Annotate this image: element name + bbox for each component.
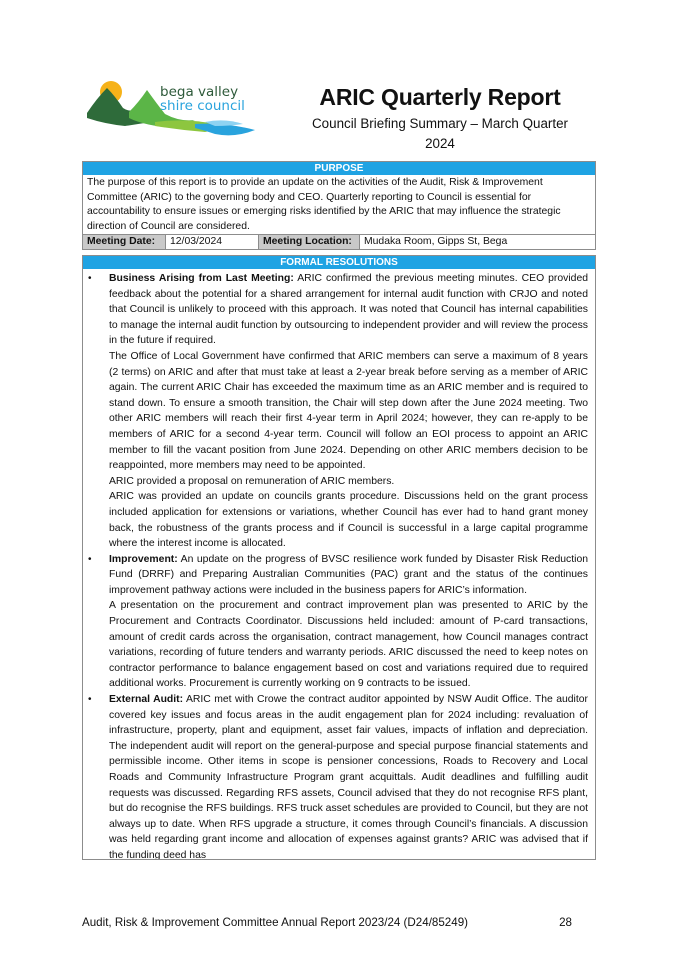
subtitle-line-2: 2024 [425, 136, 455, 151]
purpose-table [82, 161, 596, 250]
item-lead-text: An update on the progress of BVSC resilience work funded by Disaster Risk Reduction Fund (DRRF) and Preparing Australian Communities (PAC) grant and the status of the continues improvement pathway actions were included in the business papers for ARIC’s information. [109, 553, 588, 596]
item-lead-text: ARIC met with Crowe the contract auditor appointed by NSW Audit Office. The auditor covered key issues and focus areas in the audit engagement plan for 2024 including: revaluation of infrastructure, property, plant and equipment, asset fair values, impacts of inflation and depreciation. The independent audit will report on the general-purpose and special purpose financial statements and permissible income. Other items in scope is pensioner concessions, Roads to Recovery and Local Roads and Community Infrastructure Program grant acquittals. Audit deadlines and fulfilling audit requests was discussed. Regarding RFS assets, Council advised that they do not recognise RFS plant, but do recognise the RFS buildings. RFS truck asset schedules are provided to Council, but they are not always up to date. When RFS upgrade a structure, it comes through Council’s financials. A discussion was held regarding grant income and allocation of expenses against grants? ARIC was advised that if the funding deed has [109, 694, 588, 860]
list-item [88, 692, 588, 860]
logo-line-2: shire council [160, 98, 245, 114]
page-footer [82, 916, 572, 929]
page-subtitle [290, 114, 590, 154]
item-lead-text: ARIC confirmed the previous meeting minutes. CEO provided feedback about the potential for a shared arrangement for internal audit function with CRJO and noted that Council is unlikely to proceed with this approach. It was noted that Council has internal capabilities to manage the internal audit function by outsourcing to independent provider and will review the process in the future if required. [109, 273, 589, 347]
meeting-date-label: Meeting Date: [83, 235, 166, 249]
page-number: 28 [559, 916, 572, 929]
list-item [88, 271, 589, 552]
footer-text: Audit, Risk & Improvement Committee Annual Report 2023/24 (D24/85249) [82, 916, 469, 929]
item-title: Improvement: [109, 553, 178, 565]
item-title: Business Arising from Last Meeting: [109, 273, 294, 284]
logo-text [160, 85, 245, 113]
logo-line-1: bega valley [160, 84, 239, 100]
item-paragraph: The Office of Local Government have confirmed that ARIC members can serve a maximum of 8 years (2 terms) on ARIC and after that must take at least a 2-year break before serving as a member of ARIC again. The current ARIC Chair has exceeded the maximum time as an ARIC member and is required to stand down. To ensure a smooth transition, the Chair will step down after the June 2024 meeting. Two other ARIC members will reach their first 4-year term in April 2024; however, they can re-apply to be members of ARIC for a second 4-year term. Council will follow an EOI process to appoint an ARIC member to fill the vacant position from June 2024. Depending on other ARIC members decision to be reappointed, more members may need to be appointed. [109, 350, 588, 472]
item-title: External Audit: [109, 694, 184, 706]
title-block [290, 84, 590, 154]
meeting-location-value: Mudaka Room, Gipps St, Bega [364, 236, 508, 247]
meeting-date-value: 12/03/2024 [166, 235, 259, 249]
item-lead [109, 692, 588, 860]
bullet-icon: • [88, 694, 92, 706]
resolutions-heading: FORMAL RESOLUTIONS [83, 256, 595, 269]
item-lead [109, 552, 588, 599]
purpose-heading: PURPOSE [83, 162, 595, 175]
item-paragraph: ARIC provided a proposal on remuneration of ARIC members. [109, 475, 395, 487]
item-paragraph: A presentation on the procurement and contract improvement plan was presented to ARIC by the Procurement and Contracts Coordinator. Discussions held included: amount of P-card transactions, amount of credit cards across the organisation, contract management, how Council manages contract variations, recording of future tenders and warranty periods. ARIC discussed the need to keep notes on contractor performance to balance engagement based on cost and variations required due to required additional works. Procurement is currently working on 9 contracts to be issued. [109, 600, 588, 690]
formal-resolutions-table [82, 255, 596, 860]
resolutions-list [83, 269, 595, 860]
list-item [88, 552, 588, 692]
subtitle-line-1: Council Briefing Summary – March Quarter [312, 116, 568, 131]
item-lead [109, 271, 588, 349]
item-paragraph: ARIC was provided an update on councils grants procedure. Discussions held on the grant process included application for extensions or variations, whether Council has ever had to hand grant money back, the robustness of the grants process and if Council is successful in a large capital programme where the interest income is allocated. [109, 491, 588, 550]
bullet-icon: • [88, 273, 92, 284]
page-title: ARIC Quarterly Report [319, 84, 561, 110]
purpose-text: The purpose of this report is to provide an update on the activities of the Audit, Risk & Improvement Committee (ARIC) to the governing body and CEO. Quarterly reporting to Council is essential for accountability to ensure issues or emerging risks identified by the ARIC that may influence the strategic direction of Council are considered. [87, 177, 561, 232]
bullet-icon: • [88, 553, 92, 565]
meeting-location-label: Meeting Location: [259, 235, 360, 249]
meeting-info-row [83, 234, 595, 249]
council-logo [85, 78, 265, 138]
